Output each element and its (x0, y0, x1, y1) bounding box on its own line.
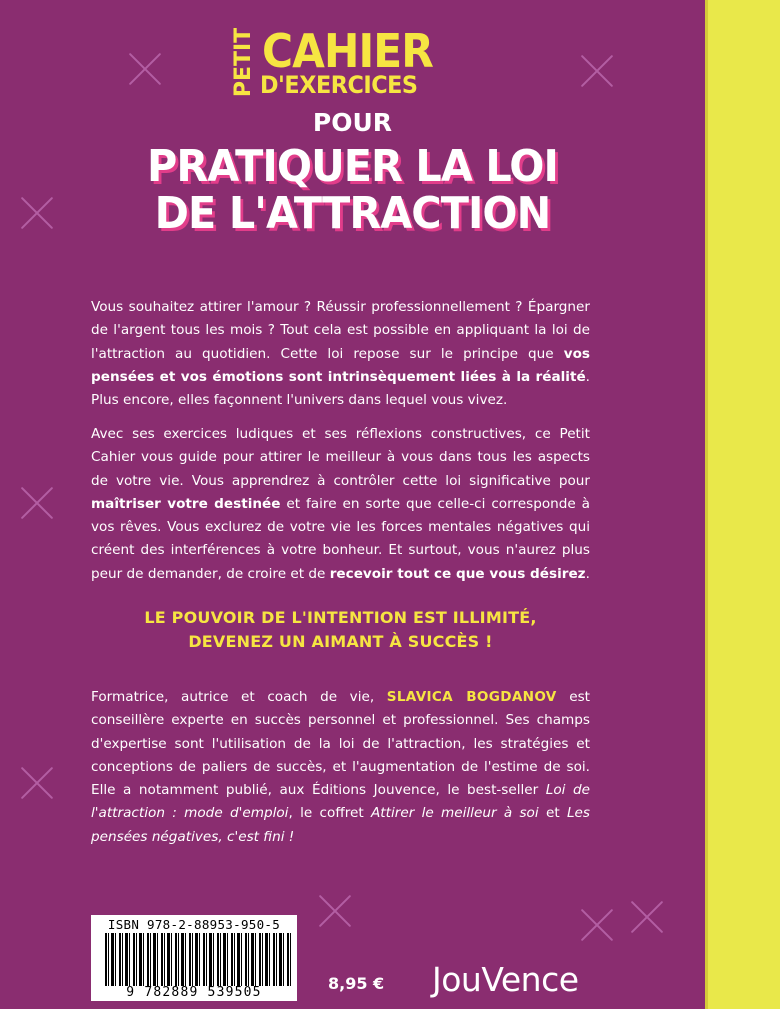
publisher-logo: JouVence (432, 960, 579, 999)
description-paragraph-1: Vous souhaitez attirer l'amour ? Réussir professionnellement ? Épargner de l'argent tous les mois ? Tout cela est possible en appliquant la loi de l'attraction au quotidien. Cette loi repose sur le principe que vos pensées et vos émotions sont intrinsèquement liées à la réalité. Plus encore, elles façonnent l'univers dans lequel vous vivez. (91, 299, 590, 409)
cross-decoration-icon (128, 52, 162, 86)
cross-decoration-icon (20, 486, 54, 520)
author-name: SLAVICA BOGDANOV (386, 689, 557, 705)
slogan-line1: LE POUVOIR DE L'INTENTION EST ILLIMITÉ, (144, 608, 537, 627)
series-brand-small: PETIT (231, 27, 257, 97)
series-brand-title: CAHIER (262, 24, 433, 78)
barcode-digits: 9 782889 539505 (91, 986, 297, 1000)
cross-decoration-icon (20, 766, 54, 800)
isbn-label: ISBN 978-2-88953-950-5 (107, 917, 281, 932)
book-spine (705, 0, 780, 1009)
book-title-line1: PRATIQUER LA LOI (147, 141, 558, 192)
book-title-line2: DE L'ATTRACTION (154, 188, 551, 239)
series-brand-subtitle: D'EXERCICES (260, 71, 418, 99)
price: 8,95 € (328, 974, 385, 993)
slogan-line2: DEVENEZ UN AIMANT À SUCCÈS ! (188, 632, 493, 651)
author-bio: Formatrice, autrice et coach de vie, SLAVICA BOGDANOV est conseillère experte en succès personnel et professionnel. Ses champs d'expertise sont l'utilisation de la loi de l'attraction, les stratégies et conceptions de paliers de succès, et l'augmentation de l'estime de soi. Elle a notamment publié, aux Éditions Jouvence, le best-seller Loi de l'attraction : mode d'emploi, le coffret Attirer le meilleur à soi et Les pensées négatives, c'est fini ! (91, 689, 590, 845)
cross-decoration-icon (318, 894, 352, 928)
barcode-icon (105, 933, 291, 987)
title-preposition: POUR (312, 108, 393, 137)
description-paragraph-2: Avec ses exercices ludiques et ses réflexions constructives, ce Petit Cahier vous guide pour attirer le meilleur à vous dans tous les aspects de votre vie. Vous apprendrez à contrôler cette loi significative pour maîtriser votre destinée et faire en sorte que celle-ci corresponde à vos rêves. Vous exclurez de votre vie les forces mentales négatives qui créent des interférences à votre bonheur. Et surtout, vous n'aurez plus peur de demander, de croire et de recevoir tout ce que vous désirez. (91, 426, 591, 582)
isbn-barcode (91, 915, 297, 1001)
cross-decoration-icon (630, 900, 664, 934)
cross-decoration-icon (580, 908, 614, 942)
cross-decoration-icon (580, 54, 614, 88)
